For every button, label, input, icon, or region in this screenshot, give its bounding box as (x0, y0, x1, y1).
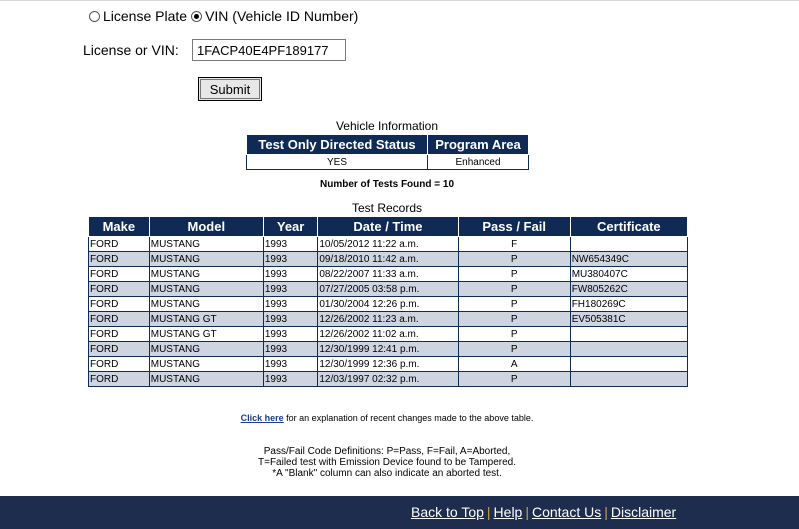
cell-pass-fail: P (458, 372, 570, 387)
footer-bar (0, 496, 799, 529)
table-row (89, 357, 688, 372)
cell-date-time: 12/30/1999 12:41 p.m. (318, 342, 458, 357)
cell-certificate: EV505381C (570, 312, 687, 327)
cell-pass-fail: P (458, 282, 570, 297)
table-row (89, 267, 688, 282)
header-date-time: Date / Time (318, 217, 458, 237)
cell-model: MUSTANG (149, 372, 263, 387)
cell-date-time: 08/22/2007 11:33 a.m. (318, 267, 458, 282)
cell-date-time: 12/30/1999 12:36 p.m. (318, 357, 458, 372)
cell-certificate (570, 237, 687, 252)
header-model: Model (149, 217, 263, 237)
test-records-header-row (89, 217, 688, 237)
cell-model: MUSTANG (149, 297, 263, 312)
radio-license-plate-label[interactable]: License Plate (103, 8, 188, 24)
top-divider (0, 0, 799, 1)
footer-separator: | (525, 504, 529, 520)
cell-date-time: 09/18/2010 11:42 a.m. (318, 252, 458, 267)
header-pass-fail: Pass / Fail (458, 217, 570, 237)
radio-vin[interactable] (191, 11, 202, 22)
cell-make: FORD (89, 282, 150, 297)
cell-make: FORD (89, 267, 150, 282)
header-program-area: Program Area (428, 135, 529, 155)
footer-separator: | (604, 504, 608, 520)
cell-make: FORD (89, 342, 150, 357)
radio-license-plate[interactable] (89, 11, 100, 22)
table-row (89, 327, 688, 342)
vehicle-information-header-row (247, 135, 529, 155)
radio-vin-label[interactable]: VIN (Vehicle ID Number) (205, 8, 359, 24)
cell-model: MUSTANG GT (149, 327, 263, 342)
cell-pass-fail: F (458, 237, 570, 252)
cell-certificate (570, 372, 687, 387)
table-row (89, 237, 688, 252)
cell-certificate: FH180269C (570, 297, 687, 312)
vehicle-information-caption: Vehicle Information (335, 119, 439, 133)
cell-year: 1993 (263, 312, 317, 327)
footer-links (411, 504, 676, 520)
program-area-value: Enhanced (428, 155, 529, 170)
table-row (89, 282, 688, 297)
cell-model: MUSTANG (149, 267, 263, 282)
header-make: Make (89, 217, 150, 237)
click-here-link[interactable]: Click here (240, 413, 284, 423)
license-or-vin-input[interactable] (192, 39, 346, 61)
footer-separator: | (486, 504, 491, 520)
cell-certificate: FW805262C (570, 282, 687, 297)
cell-certificate (570, 327, 687, 342)
search-type-radio-group (89, 8, 362, 24)
cell-date-time: 12/03/1997 02:32 p.m. (318, 372, 458, 387)
submit-button[interactable]: Submit (198, 77, 262, 101)
cell-pass-fail: P (458, 312, 570, 327)
cell-pass-fail: P (458, 327, 570, 342)
cell-date-time: 01/30/2004 12:26 p.m. (318, 297, 458, 312)
cell-date-time: 12/26/2002 11:23 a.m. (318, 312, 458, 327)
cell-pass-fail: P (458, 342, 570, 357)
definitions-line: T=Failed test with Emission Device found to be Tampered. (258, 457, 516, 468)
explanation-text: for an explanation of recent changes made to the above table. (283, 413, 534, 423)
cell-certificate: NW654349C (570, 252, 687, 267)
cell-year: 1993 (263, 372, 317, 387)
test-records-table (88, 216, 688, 387)
cell-year: 1993 (263, 327, 317, 342)
cell-date-time: 07/27/2005 03:58 p.m. (318, 282, 458, 297)
table-row (89, 252, 688, 267)
cell-year: 1993 (263, 297, 317, 312)
cell-model: MUSTANG (149, 342, 263, 357)
cell-certificate: MU380407C (570, 267, 687, 282)
cell-certificate (570, 357, 687, 372)
cell-make: FORD (89, 357, 150, 372)
table-row (89, 312, 688, 327)
definitions-line: *A "Blank" column can also indicate an aborted test. (272, 468, 502, 479)
cell-pass-fail: A (458, 357, 570, 372)
cell-make: FORD (89, 312, 150, 327)
cell-make: FORD (89, 297, 150, 312)
explanation-note (0, 413, 774, 423)
header-certificate: Certificate (570, 217, 687, 237)
cell-model: MUSTANG (149, 282, 263, 297)
cell-make: FORD (89, 237, 150, 252)
test-records-caption: Test Records (351, 201, 423, 215)
contact-us-link[interactable]: Contact Us (531, 504, 602, 520)
license-or-vin-label: License or VIN: (83, 42, 179, 58)
cell-year: 1993 (263, 267, 317, 282)
cell-model: MUSTANG (149, 237, 263, 252)
cell-pass-fail: P (458, 297, 570, 312)
definitions-line: Pass/Fail Code Definitions: P=Pass, F=Fail, A=Aborted, (263, 446, 511, 457)
test-only-directed-status-value: YES (247, 155, 428, 170)
table-row (89, 342, 688, 357)
back-to-top-link[interactable]: Back to Top (411, 504, 484, 520)
cell-pass-fail: P (458, 267, 570, 282)
disclaimer-link[interactable]: Disclaimer (610, 504, 677, 520)
vehicle-information-value-row (247, 155, 529, 170)
table-row (89, 372, 688, 387)
help-link[interactable]: Help (493, 504, 523, 520)
cell-pass-fail: P (458, 252, 570, 267)
cell-year: 1993 (263, 357, 317, 372)
cell-model: MUSTANG GT (149, 312, 263, 327)
header-year: Year (263, 217, 317, 237)
cell-year: 1993 (263, 252, 317, 267)
cell-make: FORD (89, 327, 150, 342)
cell-year: 1993 (263, 237, 317, 252)
cell-date-time: 10/05/2012 11:22 a.m. (318, 237, 458, 252)
cell-make: FORD (89, 252, 150, 267)
pass-fail-definitions (0, 446, 774, 479)
cell-certificate (570, 342, 687, 357)
cell-model: MUSTANG (149, 252, 263, 267)
tests-found-count: Number of Tests Found = 10 (320, 179, 454, 190)
cell-year: 1993 (263, 342, 317, 357)
cell-make: FORD (89, 372, 150, 387)
cell-model: MUSTANG (149, 357, 263, 372)
header-test-only-directed-status: Test Only Directed Status (247, 135, 428, 155)
vehicle-information-table (246, 134, 529, 170)
cell-year: 1993 (263, 282, 317, 297)
cell-date-time: 12/26/2002 11:02 a.m. (318, 327, 458, 342)
table-row (89, 297, 688, 312)
